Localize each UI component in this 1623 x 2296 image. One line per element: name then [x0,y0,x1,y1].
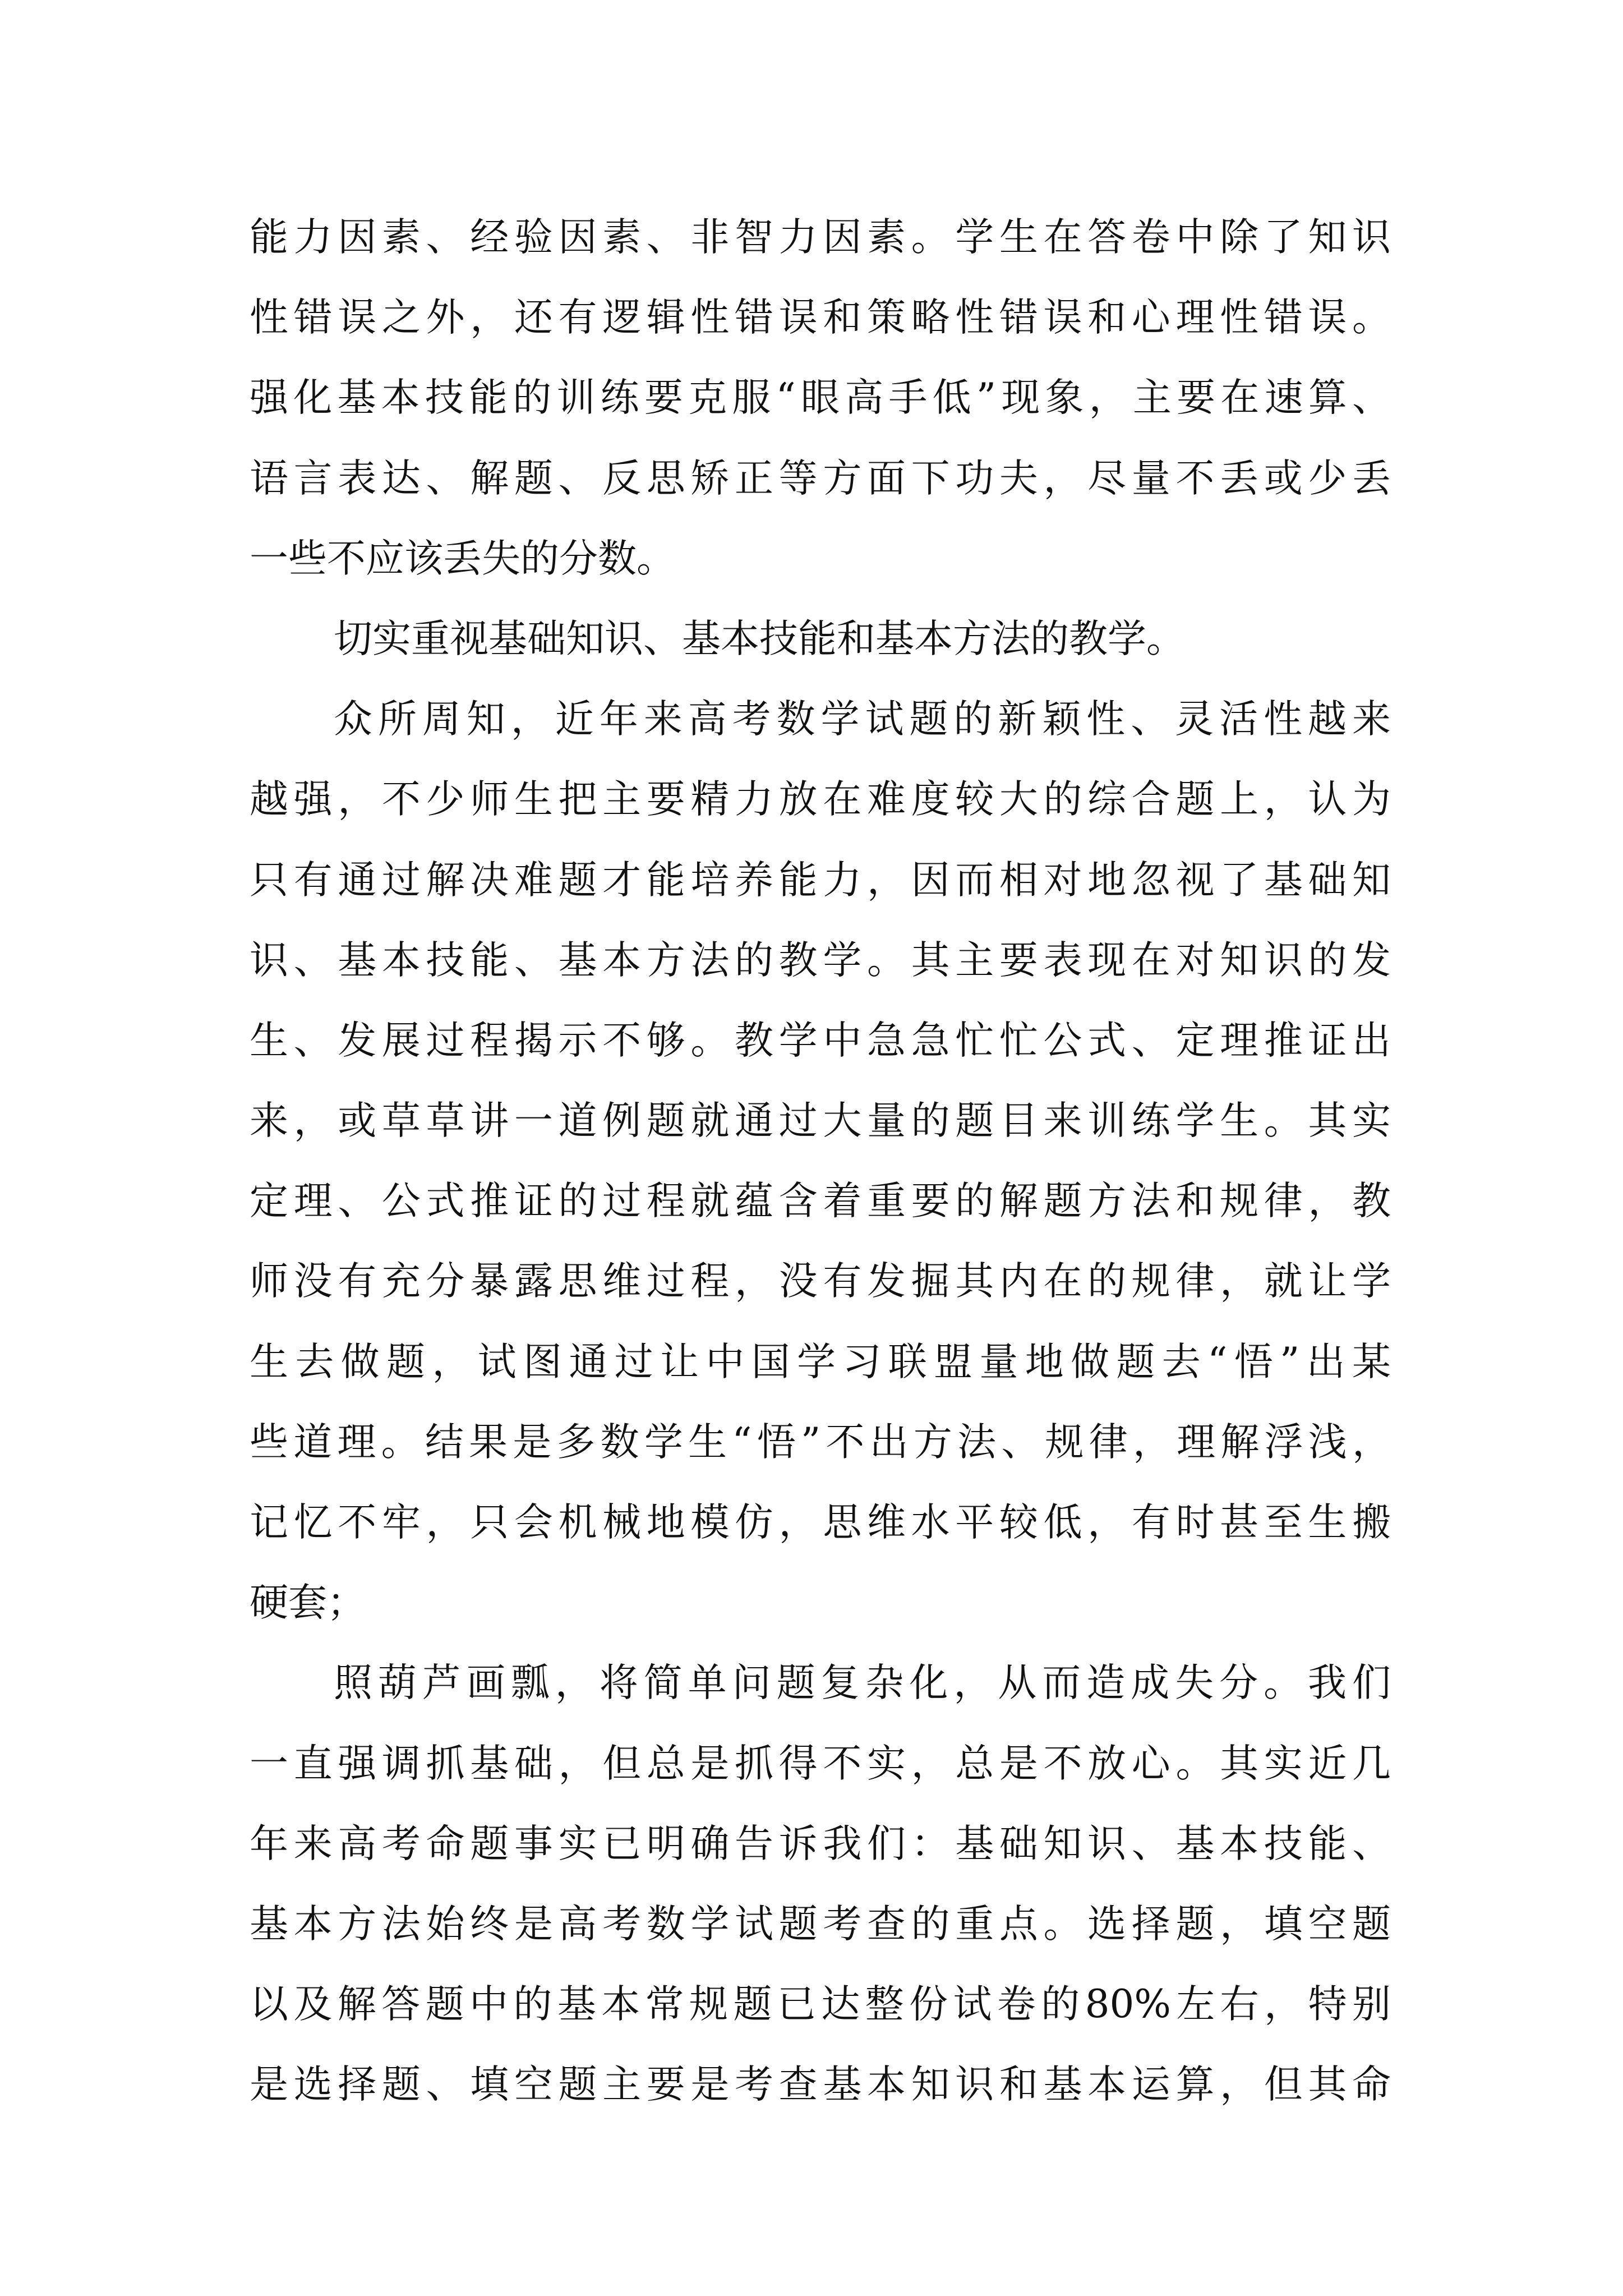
text-line: 一直强调抓基础，但总是抓得不实，总是不放心。其实近几 [250,1741,1391,1786]
text-line: 定理、公式推证的过程就蕴含着重要的解题方法和规律，教 [250,1179,1391,1224]
text-line: 生、发展过程揭示不够。教学中急急忙忙公式、定理推证出 [250,1018,1391,1063]
text-line: 来，或草草讲一道例题就通过大量的题目来训练学生。其实 [250,1098,1391,1144]
text-line: 年来高考命题事实已明确告诉我们：基础知识、基本技能、 [250,1821,1391,1866]
text-line: 能力因素、经验因素、非智力因素。学生在答卷中除了知识 [250,215,1391,260]
text-line: 只有通过解决难题才能培养能力，因而相对地忽视了基础知 [250,857,1391,903]
text-line: 一些不应该丢失的分数。 [250,536,675,581]
text-line: 照葫芦画瓢，将简单问题复杂化，从而造成失分。我们 [334,1660,1391,1706]
body-text [250,197,1391,2125]
section-heading: 切实重视基础知识、基本技能和基本方法的教学。 [334,616,1185,661]
text-line: 识、基本技能、基本方法的教学。其主要表现在对知识的发 [250,937,1391,983]
text-line: 些道理。结果是多数学生“悟”不出方法、规律，理解浮浅， [250,1419,1391,1465]
text-line: 越强，不少师生把主要精力放在难度较大的综合题上，认为 [250,777,1391,822]
text-line: 是选择题、填空题主要是考查基本知识和基本运算，但其命 [250,2062,1391,2108]
text-line: 生去做题，试图通过让中国学习联盟量地做题去“悟”出某 [250,1339,1391,1384]
text-line: 师没有充分暴露思维过程，没有发掘其内在的规律，就让学 [250,1259,1391,1304]
text-line: 众所周知，近年来高考数学试题的新颖性、灵活性越来 [334,697,1391,742]
text-line: 基本方法始终是高考数学试题考查的重点。选择题，填空题 [250,1901,1391,1947]
text-line: 性错误之外，还有逻辑性错误和策略性错误和心理性错误。 [250,295,1391,341]
text-line: 以及解答题中的基本常规题已达整份试卷的80%左右，特别 [250,1982,1391,2027]
text-line: 强化基本技能的训练要克服“眼高手低”现象，主要在速算、 [250,375,1391,421]
text-line: 硬套； [250,1580,366,1626]
text-line: 记忆不牢，只会机械地模仿，思维水平较低，有时甚至生搬 [250,1500,1391,1545]
text-line: 语言表达、解题、反思矫正等方面下功夫，尽量不丢或少丢 [250,455,1391,501]
